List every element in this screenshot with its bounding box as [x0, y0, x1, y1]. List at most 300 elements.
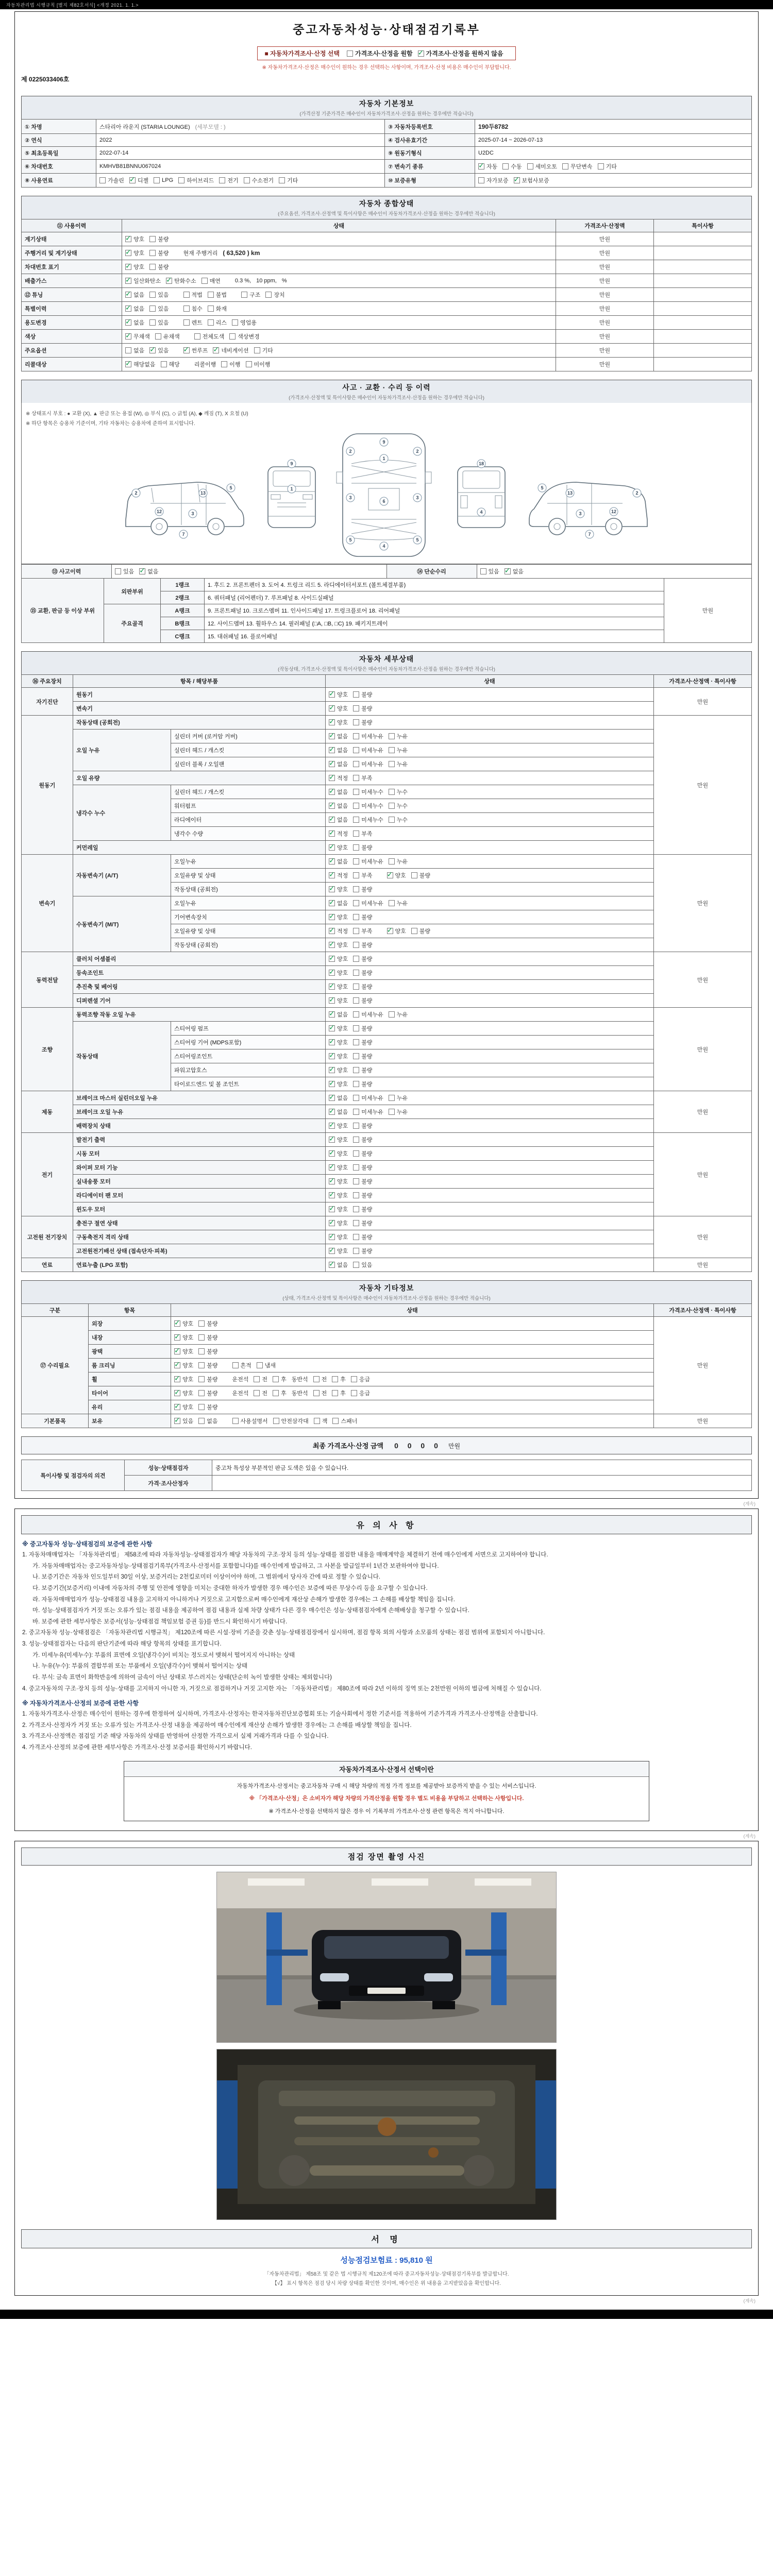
checkbox-icon[interactable] — [129, 177, 136, 183]
checkbox-icon[interactable] — [329, 1053, 335, 1059]
checkbox-option[interactable] — [329, 1038, 348, 1046]
checkbox-icon[interactable] — [125, 250, 131, 256]
checkbox-icon[interactable] — [329, 928, 335, 934]
checkbox-option[interactable] — [232, 1417, 268, 1425]
checkbox-icon[interactable] — [183, 319, 190, 326]
checkbox-icon[interactable] — [329, 705, 335, 711]
checkbox-option[interactable] — [174, 1361, 193, 1369]
checkbox-icon[interactable] — [313, 1390, 320, 1396]
checkbox-option[interactable] — [329, 1122, 348, 1130]
checkbox-icon[interactable] — [198, 1404, 205, 1410]
checkbox-icon[interactable] — [353, 1150, 359, 1157]
checkbox-icon[interactable] — [353, 872, 359, 878]
checkbox-icon[interactable] — [329, 1206, 335, 1212]
checkbox-option[interactable] — [149, 263, 169, 271]
checkbox-option[interactable] — [149, 346, 169, 354]
checkbox-icon[interactable] — [351, 1390, 357, 1396]
checkbox-option[interactable] — [329, 760, 348, 768]
checkbox-icon[interactable] — [353, 942, 359, 948]
checkbox-option[interactable] — [329, 718, 348, 726]
checkbox-icon[interactable] — [257, 1362, 263, 1368]
checkbox-icon[interactable] — [353, 1262, 359, 1268]
checkbox-option[interactable] — [244, 176, 274, 184]
checkbox-option[interactable] — [329, 1261, 348, 1269]
checkbox-option[interactable] — [353, 788, 383, 796]
checkbox-option[interactable] — [329, 816, 348, 824]
checkbox-option[interactable] — [389, 732, 408, 740]
checkbox-icon[interactable] — [353, 928, 359, 934]
checkbox-option[interactable] — [353, 857, 383, 866]
checkbox-icon[interactable] — [241, 292, 247, 298]
checkbox-icon[interactable] — [213, 347, 219, 353]
checkbox-option[interactable] — [527, 162, 558, 171]
checkbox-option[interactable] — [329, 1108, 348, 1116]
checkbox-option[interactable] — [389, 816, 408, 824]
checkbox-icon[interactable] — [562, 163, 568, 170]
checkbox-option[interactable] — [353, 732, 383, 740]
checkbox-icon[interactable] — [480, 568, 486, 574]
checkbox-icon[interactable] — [174, 1376, 180, 1382]
checkbox-icon[interactable] — [149, 292, 156, 298]
checkbox-icon[interactable] — [353, 1248, 359, 1254]
checkbox-icon[interactable] — [329, 1150, 335, 1157]
checkbox-option[interactable] — [125, 332, 150, 341]
checkbox-option[interactable] — [155, 332, 180, 341]
checkbox-icon[interactable] — [353, 817, 359, 823]
checkbox-option[interactable] — [353, 955, 372, 963]
checkbox-icon[interactable] — [154, 177, 160, 183]
checkbox-option[interactable] — [353, 871, 372, 879]
checkbox-icon[interactable] — [353, 1220, 359, 1226]
checkbox-icon[interactable] — [353, 719, 359, 725]
checkbox-icon[interactable] — [353, 1192, 359, 1198]
checkbox-option[interactable] — [198, 1333, 217, 1342]
checkbox-option[interactable] — [562, 162, 593, 171]
checkbox-option[interactable] — [213, 346, 248, 354]
checkbox-option[interactable] — [353, 885, 372, 893]
checkbox-option[interactable] — [389, 760, 408, 768]
checkbox-option[interactable] — [389, 1010, 408, 1019]
checkbox-icon[interactable] — [353, 1109, 359, 1115]
checkbox-option[interactable] — [125, 263, 144, 271]
checkbox-option[interactable] — [353, 1247, 372, 1255]
checkbox-icon[interactable] — [389, 1095, 395, 1101]
checkbox-icon[interactable] — [353, 970, 359, 976]
checkbox-icon[interactable] — [125, 347, 131, 353]
checkbox-icon[interactable] — [353, 914, 359, 920]
checkbox-option[interactable] — [389, 788, 408, 796]
checkbox-option[interactable] — [353, 704, 372, 713]
checkbox-icon[interactable] — [387, 872, 393, 878]
checkbox-icon[interactable] — [329, 1025, 335, 1031]
checkbox-icon[interactable] — [198, 1362, 205, 1368]
checkbox-icon[interactable] — [329, 886, 335, 892]
checkbox-option[interactable] — [219, 176, 238, 184]
checkbox-option[interactable] — [351, 1389, 370, 1397]
checkbox-icon[interactable] — [329, 984, 335, 990]
checkbox-option[interactable] — [329, 1247, 348, 1255]
checkbox-icon[interactable] — [329, 997, 335, 1004]
checkbox-option[interactable] — [329, 788, 348, 796]
checkbox-option[interactable] — [480, 567, 499, 575]
checkbox-option[interactable] — [353, 1052, 372, 1060]
checkbox-option[interactable] — [329, 913, 348, 921]
checkbox-option[interactable] — [353, 1261, 372, 1269]
checkbox-option[interactable] — [351, 1375, 370, 1383]
checkbox-option[interactable] — [329, 1066, 348, 1074]
checkbox-option[interactable] — [353, 774, 372, 782]
checkbox-option[interactable] — [254, 1375, 267, 1383]
checkbox-option[interactable] — [353, 969, 372, 977]
checkbox-icon[interactable] — [353, 789, 359, 795]
checkbox-option[interactable] — [257, 1361, 276, 1369]
checkbox-icon[interactable] — [273, 1376, 279, 1382]
checkbox-option[interactable] — [178, 176, 214, 184]
checkbox-icon[interactable] — [174, 1390, 180, 1396]
checkbox-option[interactable] — [387, 871, 406, 879]
checkbox-option[interactable] — [198, 1375, 217, 1383]
checkbox-option[interactable] — [279, 176, 298, 184]
checkbox-icon[interactable] — [353, 844, 359, 851]
checkbox-option[interactable] — [502, 162, 522, 171]
checkbox-icon[interactable] — [514, 177, 520, 183]
checkbox-icon[interactable] — [166, 278, 172, 284]
checkbox-option[interactable] — [411, 871, 430, 879]
checkbox-icon[interactable] — [208, 319, 214, 326]
checkbox-option[interactable] — [329, 1177, 348, 1185]
checkbox-option[interactable] — [329, 857, 348, 866]
checkbox-option[interactable] — [125, 360, 156, 368]
checkbox-option[interactable] — [313, 1375, 327, 1383]
checkbox-option[interactable] — [353, 1108, 383, 1116]
checkbox-option[interactable] — [149, 249, 169, 257]
checkbox-icon[interactable] — [389, 817, 395, 823]
checkbox-icon[interactable] — [174, 1418, 180, 1424]
checkbox-icon[interactable] — [149, 264, 156, 270]
checkbox-icon[interactable] — [389, 858, 395, 865]
checkbox-icon[interactable] — [353, 984, 359, 990]
checkbox-option[interactable] — [329, 1163, 348, 1172]
checkbox-option[interactable] — [329, 746, 348, 754]
checkbox-option[interactable] — [198, 1347, 217, 1355]
checkbox-icon[interactable] — [125, 236, 131, 242]
checkbox-option[interactable] — [353, 802, 383, 810]
checkbox-option[interactable] — [329, 1149, 348, 1158]
checkbox-option[interactable] — [329, 1024, 348, 1032]
checkbox-icon[interactable] — [232, 319, 238, 326]
checkbox-option[interactable] — [353, 1038, 372, 1046]
checkbox-option[interactable] — [332, 1375, 346, 1383]
checkbox-icon[interactable] — [329, 831, 335, 837]
checkbox-icon[interactable] — [329, 789, 335, 795]
checkbox-icon[interactable] — [418, 50, 424, 57]
checkbox-icon[interactable] — [329, 872, 335, 878]
checkbox-icon[interactable] — [329, 900, 335, 906]
checkbox-icon[interactable] — [265, 292, 272, 298]
checkbox-icon[interactable] — [174, 1334, 180, 1341]
checkbox-icon[interactable] — [389, 733, 395, 739]
checkbox-option[interactable] — [329, 1010, 348, 1019]
checkbox-icon[interactable] — [149, 319, 156, 326]
checkbox-icon[interactable] — [329, 1109, 335, 1115]
checkbox-icon[interactable] — [353, 1011, 359, 1018]
checkbox-icon[interactable] — [353, 858, 359, 865]
checkbox-icon[interactable] — [389, 803, 395, 809]
checkbox-option[interactable] — [329, 704, 348, 713]
checkbox-icon[interactable] — [389, 900, 395, 906]
checkbox-icon[interactable] — [353, 900, 359, 906]
checkbox-option[interactable] — [353, 829, 372, 838]
checkbox-option[interactable] — [329, 1136, 348, 1144]
checkbox-icon[interactable] — [329, 1178, 335, 1184]
checkbox-option[interactable] — [598, 162, 617, 171]
checkbox-option[interactable] — [174, 1375, 193, 1383]
checkbox-icon[interactable] — [232, 1362, 239, 1368]
checkbox-icon[interactable] — [353, 1178, 359, 1184]
checkbox-option[interactable] — [478, 162, 497, 171]
checkbox-option[interactable] — [353, 1233, 372, 1241]
checkbox-icon[interactable] — [329, 747, 335, 753]
checkbox-option[interactable] — [353, 1024, 372, 1032]
checkbox-icon[interactable] — [194, 333, 200, 340]
checkbox-icon[interactable] — [329, 691, 335, 698]
checkbox-option[interactable] — [353, 746, 383, 754]
checkbox-option[interactable] — [329, 899, 348, 907]
checkbox-option[interactable] — [329, 982, 348, 991]
checkbox-option[interactable] — [174, 1389, 193, 1397]
checkbox-icon[interactable] — [139, 568, 145, 574]
checkbox-option[interactable] — [353, 1136, 372, 1144]
checkbox-option[interactable] — [353, 1219, 372, 1227]
checkbox-icon[interactable] — [353, 997, 359, 1004]
checkbox-icon[interactable] — [244, 177, 250, 183]
checkbox-icon[interactable] — [125, 333, 131, 340]
checkbox-icon[interactable] — [353, 803, 359, 809]
checkbox-icon[interactable] — [353, 1206, 359, 1212]
checkbox-icon[interactable] — [198, 1418, 205, 1424]
checkbox-icon[interactable] — [353, 691, 359, 698]
checkbox-icon[interactable] — [353, 747, 359, 753]
checkbox-icon[interactable] — [389, 789, 395, 795]
checkbox-icon[interactable] — [208, 306, 214, 312]
checkbox-icon[interactable] — [332, 1418, 339, 1424]
checkbox-option[interactable] — [273, 1417, 309, 1425]
checkbox-option[interactable] — [387, 927, 406, 935]
checkbox-icon[interactable] — [155, 333, 161, 340]
checkbox-option[interactable] — [125, 249, 144, 257]
checkbox-icon[interactable] — [389, 747, 395, 753]
checkbox-icon[interactable] — [149, 236, 156, 242]
checkbox-option[interactable] — [241, 291, 260, 299]
checkbox-icon[interactable] — [314, 1418, 320, 1424]
checkbox-option[interactable] — [139, 567, 158, 575]
checkbox-icon[interactable] — [353, 1081, 359, 1087]
checkbox-icon[interactable] — [329, 1137, 335, 1143]
checkbox-option[interactable] — [329, 1080, 348, 1088]
checkbox-option[interactable] — [221, 360, 240, 368]
checkbox-option[interactable] — [478, 176, 509, 184]
checkbox-option[interactable] — [232, 318, 257, 327]
checkbox-option[interactable] — [99, 176, 124, 184]
checkbox-option[interactable] — [125, 304, 144, 313]
checkbox-icon[interactable] — [174, 1348, 180, 1354]
checkbox-icon[interactable] — [329, 761, 335, 767]
checkbox-option[interactable] — [183, 318, 203, 327]
checkbox-option[interactable] — [174, 1417, 193, 1425]
checkbox-option[interactable] — [353, 1010, 383, 1019]
checkbox-icon[interactable] — [201, 278, 208, 284]
checkbox-icon[interactable] — [246, 361, 252, 367]
checkbox-option[interactable] — [353, 899, 383, 907]
checkbox-icon[interactable] — [527, 163, 533, 170]
checkbox-option[interactable] — [329, 969, 348, 977]
checkbox-option[interactable] — [198, 1319, 217, 1328]
checkbox-option[interactable] — [329, 774, 348, 782]
checkbox-icon[interactable] — [329, 858, 335, 865]
checkbox-option[interactable] — [149, 291, 169, 299]
checkbox-option[interactable] — [353, 1177, 372, 1185]
checkbox-icon[interactable] — [353, 1137, 359, 1143]
checkbox-icon[interactable] — [125, 319, 131, 326]
checkbox-option[interactable] — [149, 235, 169, 243]
checkbox-option[interactable] — [329, 1233, 348, 1241]
checkbox-icon[interactable] — [329, 942, 335, 948]
checkbox-option[interactable] — [149, 318, 169, 327]
checkbox-icon[interactable] — [387, 928, 393, 934]
checkbox-icon[interactable] — [329, 1248, 335, 1254]
checkbox-option[interactable] — [329, 885, 348, 893]
checkbox-icon[interactable] — [353, 886, 359, 892]
checkbox-icon[interactable] — [161, 361, 167, 367]
checkbox-option[interactable] — [174, 1347, 193, 1355]
checkbox-icon[interactable] — [329, 956, 335, 962]
checkbox-option[interactable] — [174, 1333, 193, 1342]
checkbox-option[interactable] — [313, 1389, 327, 1397]
checkbox-option[interactable] — [149, 304, 169, 313]
checkbox-icon[interactable] — [329, 1067, 335, 1073]
checkbox-option[interactable] — [353, 927, 372, 935]
checkbox-option[interactable] — [174, 1319, 193, 1328]
checkbox-option[interactable] — [329, 802, 348, 810]
checkbox-icon[interactable] — [279, 177, 285, 183]
checkbox-option[interactable] — [332, 1417, 357, 1425]
price-select-option[interactable] — [347, 49, 413, 58]
checkbox-icon[interactable] — [174, 1320, 180, 1327]
checkbox-option[interactable] — [353, 996, 372, 1005]
checkbox-option[interactable] — [505, 567, 524, 575]
checkbox-icon[interactable] — [329, 844, 335, 851]
checkbox-icon[interactable] — [353, 1025, 359, 1031]
checkbox-icon[interactable] — [329, 1220, 335, 1226]
checkbox-icon[interactable] — [232, 1418, 239, 1424]
checkbox-icon[interactable] — [99, 177, 106, 183]
checkbox-icon[interactable] — [329, 970, 335, 976]
checkbox-icon[interactable] — [254, 1390, 260, 1396]
checkbox-icon[interactable] — [174, 1362, 180, 1368]
checkbox-option[interactable] — [115, 567, 134, 575]
checkbox-option[interactable] — [353, 1163, 372, 1172]
checkbox-option[interactable] — [208, 291, 227, 299]
checkbox-icon[interactable] — [389, 1011, 395, 1018]
checkbox-icon[interactable] — [353, 956, 359, 962]
checkbox-option[interactable] — [246, 360, 271, 368]
checkbox-icon[interactable] — [353, 1039, 359, 1045]
checkbox-icon[interactable] — [353, 1164, 359, 1171]
checkbox-icon[interactable] — [389, 1109, 395, 1115]
checkbox-option[interactable] — [329, 690, 348, 699]
checkbox-option[interactable] — [353, 690, 372, 699]
checkbox-option[interactable] — [389, 857, 408, 866]
checkbox-option[interactable] — [353, 1122, 372, 1130]
checkbox-option[interactable] — [353, 1080, 372, 1088]
checkbox-option[interactable] — [353, 1205, 372, 1213]
checkbox-option[interactable] — [353, 718, 372, 726]
checkbox-option[interactable] — [198, 1361, 217, 1369]
checkbox-icon[interactable] — [125, 292, 131, 298]
checkbox-option[interactable] — [353, 816, 383, 824]
checkbox-icon[interactable] — [273, 1390, 279, 1396]
checkbox-option[interactable] — [329, 1219, 348, 1227]
checkbox-icon[interactable] — [329, 1123, 335, 1129]
checkbox-icon[interactable] — [329, 1164, 335, 1171]
checkbox-icon[interactable] — [229, 333, 236, 340]
checkbox-option[interactable] — [201, 277, 221, 285]
checkbox-icon[interactable] — [329, 733, 335, 739]
checkbox-option[interactable] — [353, 1149, 372, 1158]
checkbox-option[interactable] — [389, 1108, 408, 1116]
checkbox-icon[interactable] — [125, 278, 131, 284]
checkbox-icon[interactable] — [254, 347, 260, 353]
checkbox-option[interactable] — [389, 1094, 408, 1102]
checkbox-icon[interactable] — [329, 1039, 335, 1045]
checkbox-icon[interactable] — [353, 1067, 359, 1073]
checkbox-icon[interactable] — [353, 831, 359, 837]
checkbox-option[interactable] — [254, 1389, 267, 1397]
checkbox-option[interactable] — [125, 318, 144, 327]
checkbox-icon[interactable] — [389, 761, 395, 767]
checkbox-icon[interactable] — [478, 177, 484, 183]
checkbox-icon[interactable] — [329, 719, 335, 725]
checkbox-option[interactable] — [329, 941, 348, 949]
checkbox-option[interactable] — [232, 1361, 251, 1369]
checkbox-icon[interactable] — [208, 292, 214, 298]
checkbox-option[interactable] — [314, 1417, 328, 1425]
checkbox-option[interactable] — [129, 176, 148, 184]
checkbox-option[interactable] — [329, 843, 348, 852]
checkbox-icon[interactable] — [353, 1234, 359, 1240]
checkbox-icon[interactable] — [329, 914, 335, 920]
checkbox-icon[interactable] — [598, 163, 604, 170]
checkbox-icon[interactable] — [353, 705, 359, 711]
checkbox-option[interactable] — [208, 304, 227, 313]
checkbox-icon[interactable] — [505, 568, 511, 574]
checkbox-option[interactable] — [329, 1191, 348, 1199]
checkbox-icon[interactable] — [273, 1418, 279, 1424]
checkbox-icon[interactable] — [329, 1262, 335, 1268]
checkbox-option[interactable] — [353, 1094, 383, 1102]
checkbox-option[interactable] — [329, 871, 348, 879]
checkbox-option[interactable] — [125, 346, 144, 354]
checkbox-option[interactable] — [229, 332, 260, 341]
checkbox-option[interactable] — [353, 982, 372, 991]
checkbox-option[interactable] — [329, 1205, 348, 1213]
checkbox-icon[interactable] — [329, 803, 335, 809]
checkbox-option[interactable] — [329, 927, 348, 935]
checkbox-option[interactable] — [514, 176, 549, 184]
checkbox-icon[interactable] — [353, 733, 359, 739]
checkbox-option[interactable] — [125, 291, 144, 299]
checkbox-icon[interactable] — [254, 1376, 260, 1382]
